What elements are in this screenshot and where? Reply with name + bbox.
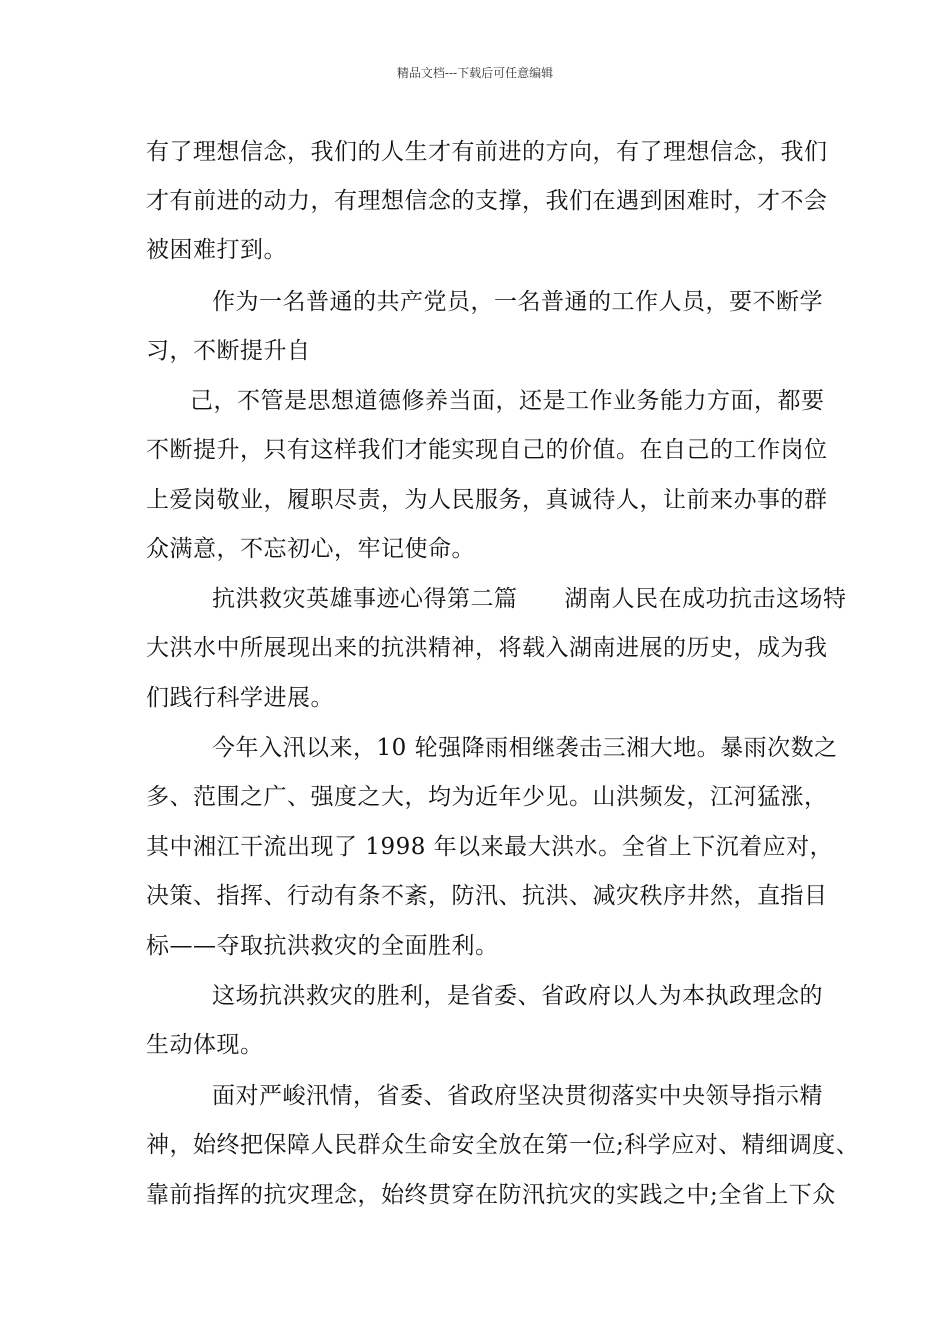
text-line: 被困难打到。	[146, 237, 287, 263]
text-line: 己，不管是思想道德修养当面，还是工作业务能力方面，都要	[190, 388, 825, 414]
text-line: 抗洪救灾英雄事迹心得第二篇 湖南人民在成功抗击这场特	[212, 586, 847, 612]
text-line: 大洪水中所展现出来的抗洪精神，将载入湖南进展的历史，成为我	[146, 635, 828, 661]
text-line: 靠前指挥的抗灾理念，始终贯穿在防汛抗灾的实践之中;全省上下众	[146, 1182, 836, 1208]
text-line: 决策、指挥、行动有条不紊，防汛、抗洪、减灾秩序井然，直指目	[146, 883, 828, 909]
text-line: 多、范围之广、强度之大，均为近年少见。山洪频发，江河猛涨，	[146, 784, 828, 810]
text-line: 标——夺取抗洪救灾的全面胜利。	[146, 933, 499, 959]
text-line: 众满意，不忘初心，牢记使命。	[146, 536, 475, 562]
text-line: 今年入汛以来，10 轮强降雨相继袭击三湘大地。暴雨次数之	[212, 735, 838, 761]
text-line: 这场抗洪救灾的胜利，是省委、省政府以人为本执政理念的	[212, 983, 823, 1009]
text-line: 有了理想信念，我们的人生才有前进的方向，有了理想信念，我们	[146, 139, 828, 165]
text-line: 习，不断提升自	[146, 338, 311, 364]
text-line: 面对严峻汛情，省委、省政府坚决贯彻落实中央领导指示精	[212, 1083, 823, 1109]
text-line: 神，始终把保障人民群众生命安全放在第一位;科学应对、精细调度、	[146, 1132, 860, 1158]
text-line: 上爱岗敬业，履职尽责，为人民服务，真诚待人，让前来办事的群	[146, 487, 828, 513]
text-line: 作为一名普通的共产党员，一名普通的工作人员，要不断学	[212, 289, 823, 315]
text-line: 才有前进的动力，有理想信念的支撑，我们在遇到困难时，才不会	[146, 188, 828, 214]
text-line: 不断提升，只有这样我们才能实现自己的价值。在自己的工作岗位	[146, 437, 828, 463]
text-line: 生动体现。	[146, 1032, 264, 1058]
text-line: 其中湘江干流出现了 1998 年以来最大洪水。全省上下沉着应对，	[146, 834, 834, 860]
page-header: 精品文档---下载后可任意编辑	[396, 66, 554, 80]
text-line: 们践行科学进展。	[146, 685, 334, 711]
